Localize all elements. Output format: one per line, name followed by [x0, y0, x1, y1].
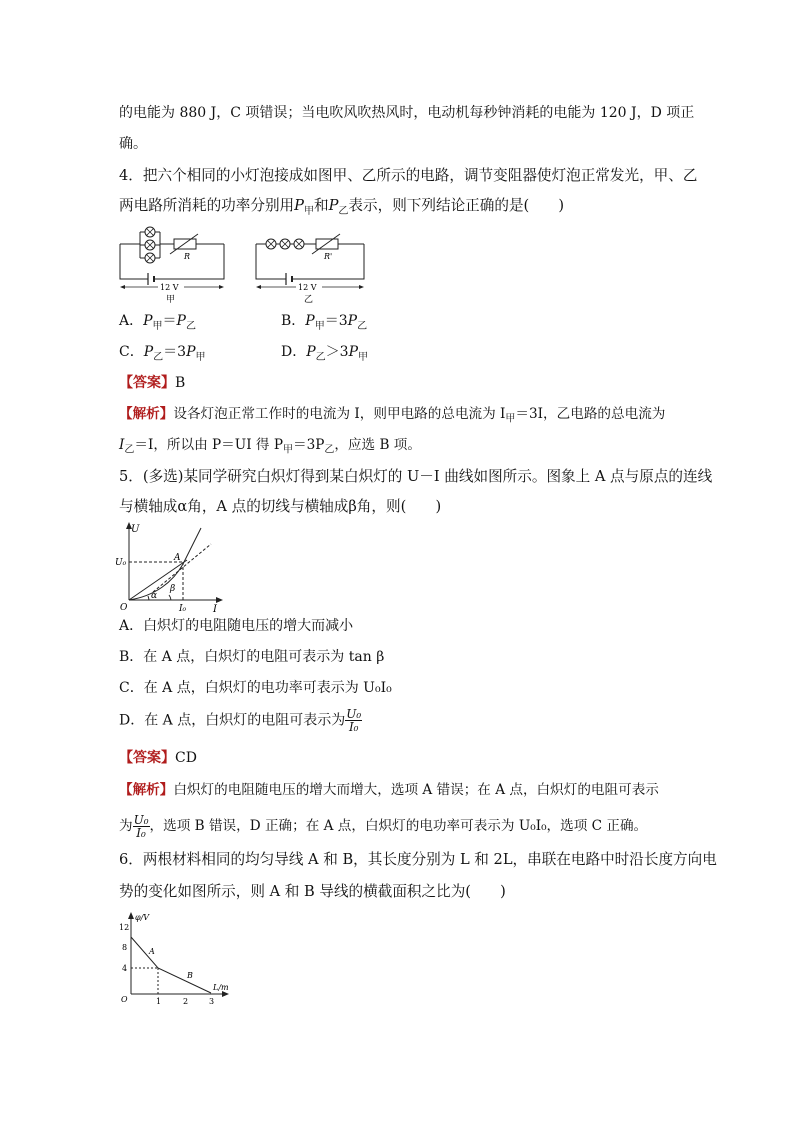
- q4-r-jia-label: R: [184, 252, 191, 261]
- q4-stem-2a: 两电路所消耗的功率分别用: [119, 197, 295, 214]
- q5-axis-i: I: [213, 604, 217, 612]
- q6-axis-y: φ/V: [135, 913, 150, 922]
- q4-option-c: C．$P_乙=3P_甲$: [119, 344, 206, 363]
- q6-tick-y8: 8: [122, 943, 128, 952]
- q6-tick-x1: 1: [156, 997, 162, 1006]
- q5-u0-label: U₀: [115, 558, 127, 568]
- q4-option-d: D．$P_乙>3P_甲$: [281, 344, 368, 363]
- q5-fraction-d: $\frac{\text{U₀}}{\text{I₀}}$: [346, 707, 362, 734]
- q5-beta: β: [170, 584, 176, 594]
- q4-option-a: A．$P_甲=P_乙$: [119, 313, 196, 332]
- q4-voltage-yi: 12 V: [298, 283, 317, 292]
- q5-axis-u: U: [131, 524, 140, 535]
- q6-stem-1: 6．两根材料相同的均匀导线 A 和 B，其长度分别为 L 和 2L，串联在电路中时沿长度方向电: [119, 851, 717, 868]
- q4-option-b: B．$P_甲=3P_乙$: [281, 313, 368, 332]
- q5-i0-label: I₀: [179, 604, 187, 612]
- q5-origin: O: [120, 603, 128, 612]
- q5-point-a: A: [174, 553, 181, 563]
- q4-caption-yi: 乙: [304, 295, 314, 304]
- q6-axis-x: L/m: [213, 983, 229, 992]
- q5-fraction-analysis: $\frac{\text{U₀}}{\text{I₀}}$: [133, 813, 149, 840]
- q6-origin: O: [121, 995, 128, 1004]
- intro-line-2: 确。: [119, 136, 147, 152]
- q4-stem-2: 两电路所消耗的功率分别用$P_甲$和$P_乙$表示，则下列结论正确的是( ): [119, 197, 565, 217]
- q6-tick-y12: 12: [119, 923, 130, 932]
- q6-tick-x2: 2: [183, 997, 189, 1006]
- intro-line-1: 的电能为 880 J，C 项错误；当电吹风吹热风时，电动机每秒钟消耗的电能为 120 J，D 项正: [119, 105, 695, 121]
- q5-analysis-1: 【解析】白炽灯的电阻随电压的增大而增大，选项 A 错误；在 A 点，白炽灯的电阻可表示: [119, 782, 659, 798]
- q4-voltage-jia: 12 V: [160, 283, 179, 292]
- q5-option-c: C．在 A 点，白炽灯的电功率可表示为 U₀I₀: [119, 680, 392, 696]
- q4-r-yi-label: R': [324, 252, 333, 261]
- q5-ui-graph: [115, 520, 225, 612]
- q6-tick-y4: 4: [122, 964, 128, 973]
- q5-option-d: D．在 A 点，白炽灯的电阻可表示为 $\frac{\text{U₀}}{\text{I₀}}$: [119, 707, 362, 734]
- q6-label-b: B: [187, 971, 193, 980]
- q4-analysis-2: $I_乙=I$，所以由 P＝UI 得 $P_甲=3P_乙$，应选 B 项。: [119, 437, 421, 456]
- q5-stem-2: 与横轴成α角，A 点的切线与横轴成β角，则( ): [119, 498, 442, 515]
- q4-caption-jia: 甲: [166, 295, 176, 304]
- q4-analysis-1: 【解析】设各灯泡正常工作时的电流为 I，则甲电路的总电流为 $I_甲=3I$，乙电路的总电流为: [119, 406, 666, 425]
- q5-answer: 【答案】CD: [119, 750, 197, 766]
- q5-option-a: A．白炽灯的电阻随电压的增大而减小: [119, 618, 354, 634]
- q4-answer: 【答案】B: [119, 375, 186, 391]
- q5-analysis-2: 为 $\frac{\text{U₀}}{\text{I₀}}$ ，选项 B 错误，D 正确；在 A 点，白炽灯的电功率可表示为 U₀I₀，选项 C 正确。: [119, 813, 648, 840]
- q6-tick-x3: 3: [209, 997, 215, 1006]
- q6-stem-2: 势的变化如图所示，则 A 和 B 导线的横截面积之比为( ): [119, 883, 506, 900]
- q4-stem-1: 4．把六个相同的小灯泡接成如图甲、乙所示的电路，调节变阻器使灯泡正常发光，甲、乙: [119, 167, 698, 184]
- q6-label-a: A: [149, 947, 155, 956]
- q5-alpha: α: [151, 591, 158, 601]
- q4-circuit-figure: [118, 226, 368, 304]
- q5-option-b: B．在 A 点，白炽灯的电阻可表示为 tan β: [119, 649, 385, 665]
- q5-stem-1: 5．(多选)某同学研究白炽灯得到某白炽灯的 U－I 曲线如图所示。图象上 A 点与原点的连线: [119, 468, 713, 485]
- q6-potential-graph: [115, 910, 235, 1006]
